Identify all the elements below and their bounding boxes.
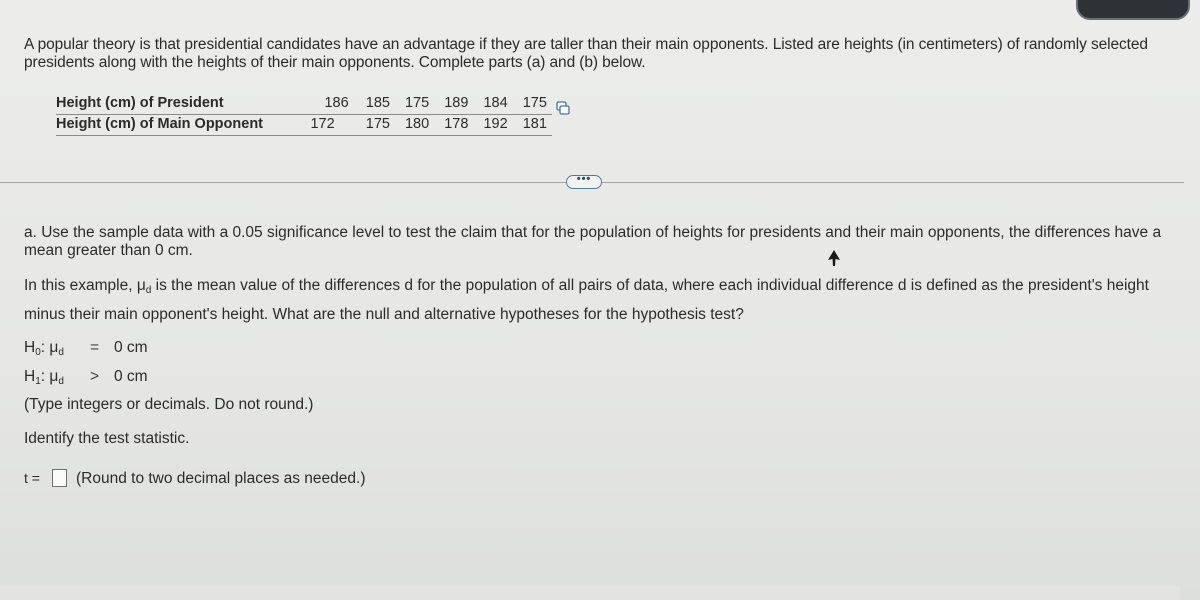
part-a-question: a. Use the sample data with a 0.05 significance level to test the claim that for the population of heights for presidents and their main opponents, the differences have a mean greater than 0 cm. (24, 224, 1162, 259)
table-cell: 175 (404, 95, 430, 111)
h0-value[interactable]: 0 cm (114, 339, 148, 356)
table-cell: 186 (324, 95, 349, 111)
problem-intro: A popular theory is that presidential candidates have an advantage if they are taller than their main opponents. Listed are heights (in centimeters) of randomly selected presidents along with the heights of their main opponents. Complete parts (a) and (b) below. (24, 36, 1148, 71)
row-label: Height (cm) of Main Opponent (56, 116, 264, 132)
table-cell: 184 (483, 95, 508, 111)
table-cell: 185 (365, 95, 390, 111)
table-cell: 175 (365, 116, 390, 132)
table-cell: 180 (404, 116, 430, 132)
heights-table (56, 94, 552, 136)
h0-operator[interactable]: = (90, 339, 100, 356)
h1-value[interactable]: 0 cm (114, 368, 148, 385)
table-cell: 172 (310, 116, 335, 132)
table-cell: 181 (522, 116, 547, 132)
top-toolbar-pill (1076, 0, 1190, 20)
copy-icon[interactable] (556, 101, 570, 115)
test-statistic-input[interactable] (52, 469, 67, 487)
table-cell: 189 (444, 95, 469, 111)
bottom-strip (0, 586, 1180, 600)
round-note: (Round to two decimal places as needed.) (76, 470, 366, 487)
identify-prompt: Identify the test statistic. (24, 430, 190, 447)
cursor-icon (826, 249, 842, 267)
table-cell: 178 (444, 116, 469, 132)
table-cell: 192 (483, 116, 508, 132)
h1-operator[interactable]: > (90, 368, 100, 385)
null-hypothesis: $H_0$: $\mu_d = 0$ cm (24, 339, 148, 358)
type-note: (Type integers or decimals. Do not round.) (24, 396, 314, 413)
table-row (56, 94, 552, 115)
alternative-hypothesis: $H_1$: $\mu_d > 0$ cm (24, 368, 148, 387)
table-row (56, 115, 552, 136)
row-label: Height (cm) of President (56, 95, 224, 111)
table-cell: 175 (522, 95, 547, 111)
example-text: In this example, $\mu_d$ is the mean value of the differences d for the population of all pairs of data, where each individual difference d is defined as the president's height minus their main opponent's height. What are the null and alternative hypotheses for the hypothesis test? (24, 277, 1149, 323)
t-label: t = (24, 470, 40, 486)
expand-more-button[interactable]: ••• (566, 175, 602, 189)
